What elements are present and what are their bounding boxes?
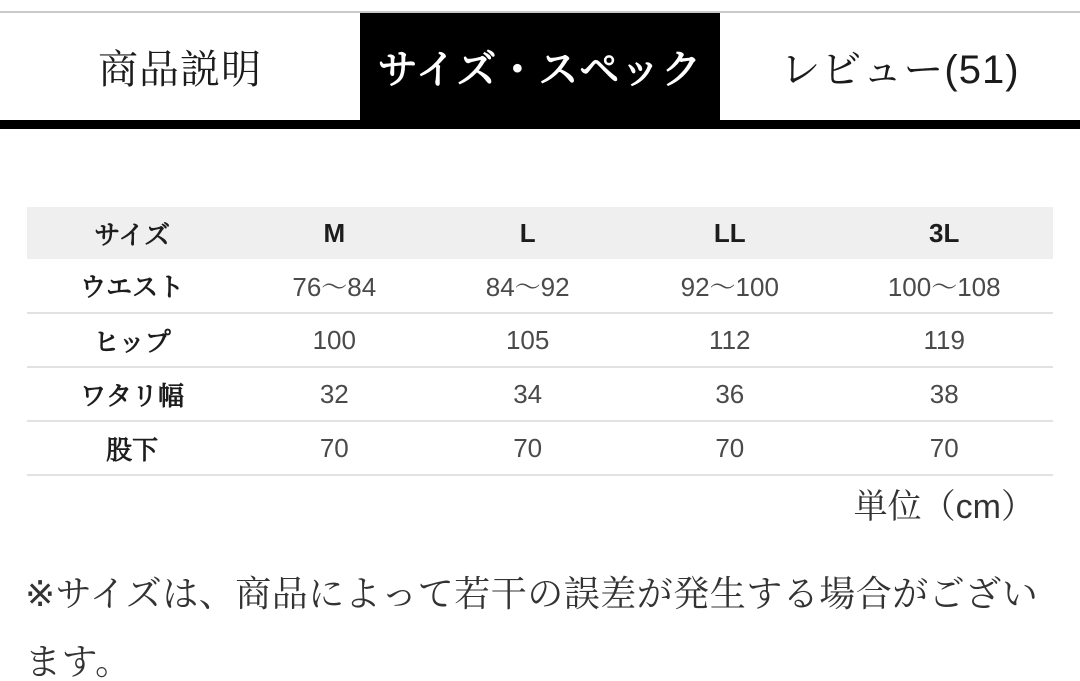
row-label-thigh-width: ワタリ幅 xyxy=(27,367,237,421)
size-spec-table xyxy=(27,207,1053,476)
table-row-hip xyxy=(27,313,1053,367)
unit-label: 単位（cm） xyxy=(853,488,1035,526)
tab-product-description[interactable]: 商品説明 xyxy=(0,13,360,120)
column-header-ll: LL xyxy=(713,217,746,248)
row-label-inseam: 股下 xyxy=(27,421,237,475)
waist-ll: 92〜100 xyxy=(624,259,835,313)
column-header-l: L xyxy=(519,217,536,248)
size-spec-section xyxy=(27,207,1053,532)
hip-ll: 112 xyxy=(624,313,835,367)
table-row-waist xyxy=(27,259,1053,313)
thigh-l: 34 xyxy=(431,367,624,421)
tab-reviews[interactable]: レビュー(51) xyxy=(720,13,1080,120)
thigh-m: 32 xyxy=(237,367,431,421)
hip-l: 105 xyxy=(431,313,624,367)
inseam-m: 70 xyxy=(237,421,431,475)
waist-3l: 100〜108 xyxy=(835,259,1053,313)
waist-m: 76〜84 xyxy=(237,259,431,313)
thigh-3l: 38 xyxy=(835,367,1053,421)
tab-size-spec[interactable]: サイズ・スペック xyxy=(360,13,720,120)
table-header-row xyxy=(27,207,1053,259)
column-header-size: サイズ xyxy=(94,219,171,250)
row-label-hip: ヒップ xyxy=(27,313,237,367)
hip-m: 100 xyxy=(237,313,431,367)
column-header-m: M xyxy=(323,217,346,248)
tab-bar-bottom-border xyxy=(0,120,1080,129)
inseam-ll: 70 xyxy=(624,421,835,475)
row-label-waist: ウエスト xyxy=(27,259,237,313)
table-row-thigh-width xyxy=(27,367,1053,421)
inseam-l: 70 xyxy=(431,421,624,475)
table-row-inseam xyxy=(27,421,1053,475)
column-header-3l: 3L xyxy=(929,217,960,248)
waist-l: 84〜92 xyxy=(431,259,624,313)
tab-bar xyxy=(0,11,1080,120)
thigh-ll: 36 xyxy=(624,367,835,421)
inseam-3l: 70 xyxy=(835,421,1053,475)
hip-3l: 119 xyxy=(835,313,1053,367)
size-disclaimer-note: ※サイズは、商品によって若干の誤差が発生する場合がございます。 xyxy=(25,573,1039,681)
